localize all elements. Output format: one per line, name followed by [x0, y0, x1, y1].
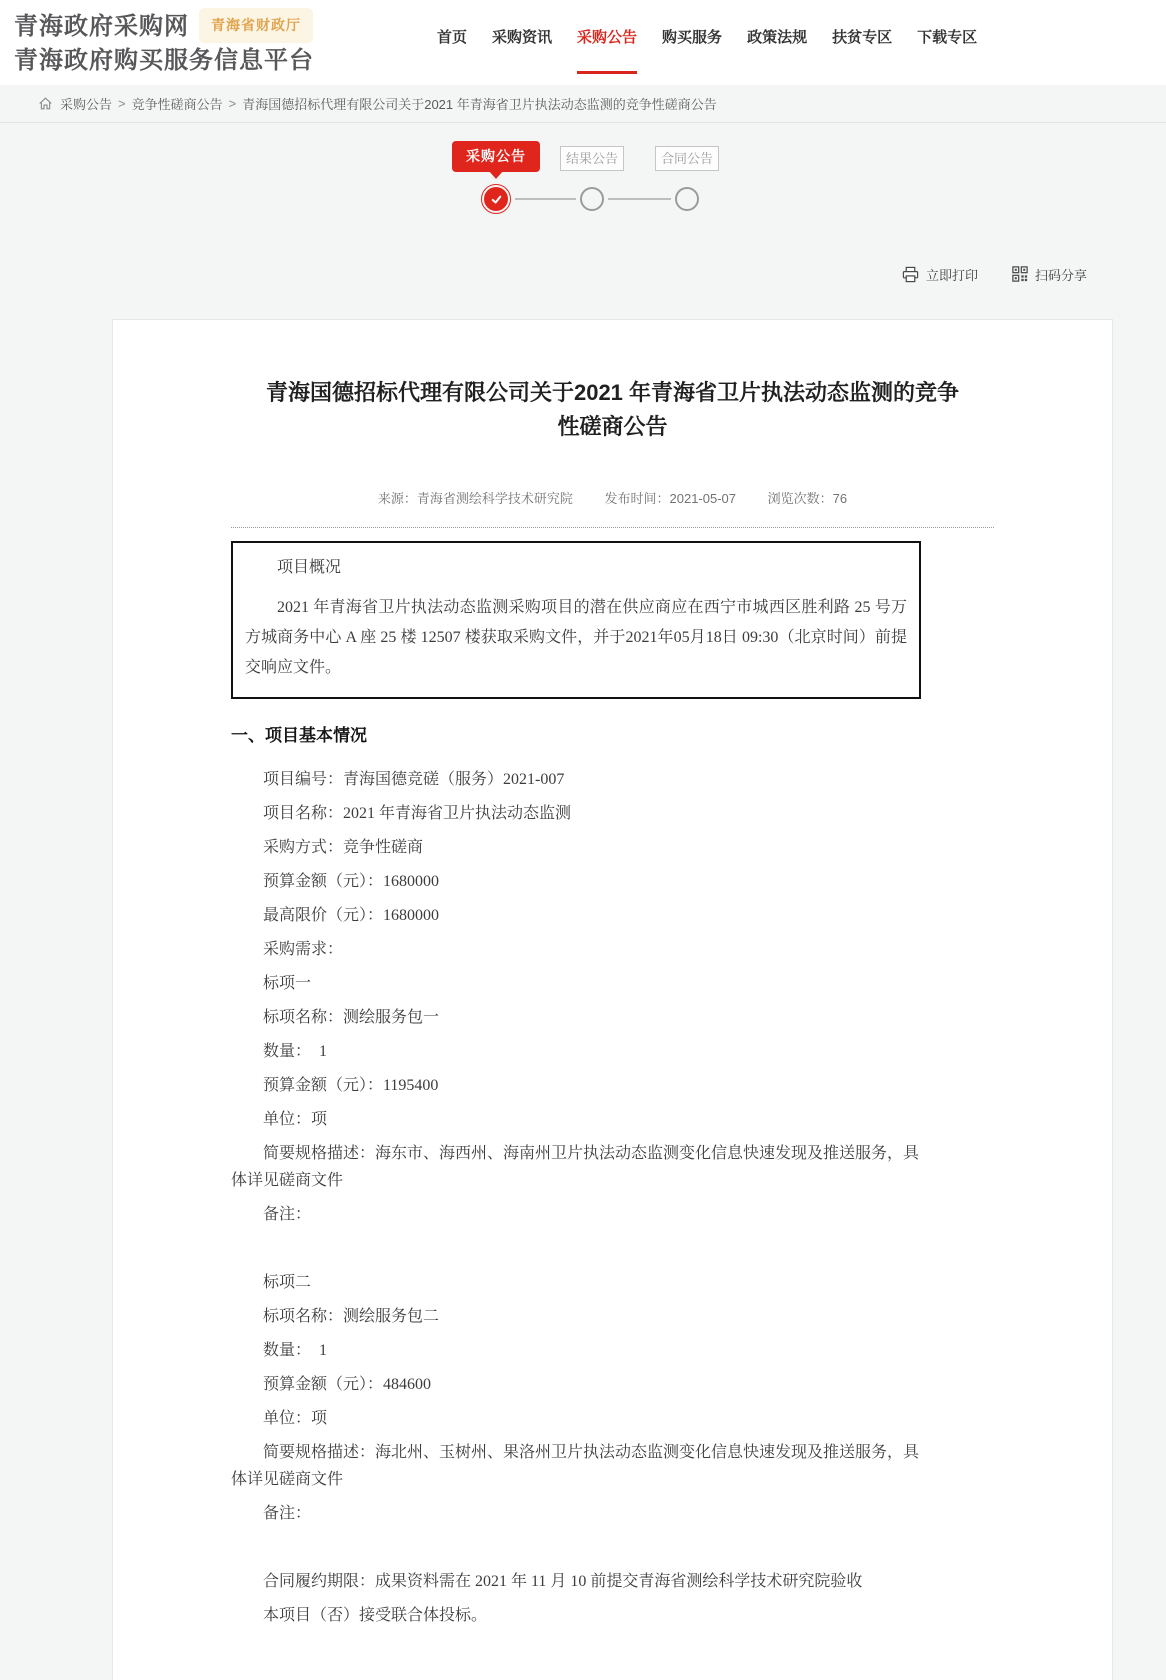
breadcrumb-separator: > — [228, 96, 237, 111]
doc-paragraph: 标项一 — [263, 975, 312, 992]
project-overview-box — [231, 541, 921, 699]
doc-paragraph: 数量： 1 — [263, 1043, 328, 1060]
doc-paragraph: 项目编号：青海国德竞磋（服务）2021-007 — [263, 771, 565, 788]
article-title: 青海国德招标代理有限公司关于2021 年青海省卫片执法动态监测的竞争性磋商公告 — [265, 380, 960, 439]
nav-item-downloads[interactable]: 下载专区 — [917, 29, 978, 46]
doc-paragraph — [231, 1235, 921, 1262]
doc-paragraph: 项目名称：2021 年青海省卫片执法动态监测 — [263, 805, 572, 822]
breadcrumb — [0, 85, 1166, 123]
doc-paragraph: 单位：项 — [263, 1111, 328, 1128]
doc-paragraph: 简要规格描述：海东市、海西州、海南州卫片执法动态监测变化信息快速发现及推送服务，具体详见磋商文件 — [231, 1145, 920, 1189]
meta-divider — [231, 527, 994, 528]
overview-heading: 项目概况 — [277, 559, 342, 576]
doc-paragraph: 备注： — [263, 1206, 312, 1223]
doc-paragraph: 简要规格描述：海北州、玉树州、果洛州卫片执法动态监测变化信息快速发现及推送服务，具体详见磋商文件 — [231, 1444, 920, 1488]
doc-paragraph — [231, 1534, 921, 1561]
breadcrumb-item-current: 青海国德招标代理有限公司关于2021 年青海省卫片执法动态监测的竞争性磋商公告 — [242, 97, 717, 112]
nav-item-purchase-services[interactable]: 购买服务 — [662, 29, 723, 46]
document-body — [231, 766, 921, 1629]
doc-paragraph: 预算金额（元）：1195400 — [263, 1077, 439, 1094]
print-label: 立即打印 — [925, 267, 978, 283]
meta-publish-time: 发布时间：2021-05-07 — [604, 491, 737, 506]
meta-views: 浏览次数：76 — [767, 491, 848, 506]
doc-paragraph: 采购需求： — [263, 941, 344, 958]
home-icon[interactable] — [38, 96, 53, 111]
breadcrumb-item-consultation[interactable]: 竞争性磋商公告 — [131, 97, 223, 112]
page-body — [0, 123, 1166, 1680]
step-circle-procurement — [481, 184, 511, 214]
finance-dept-badge: 青海省财政厅 — [199, 8, 313, 43]
breadcrumb-separator: > — [118, 96, 126, 111]
step-tab-procurement-announcement[interactable]: 采购公告 — [452, 141, 540, 172]
nav-item-home[interactable]: 首页 — [437, 29, 468, 46]
section-heading-basic-info: 一、项目基本情况 — [231, 726, 367, 745]
article-actions — [0, 265, 1166, 283]
doc-paragraph: 标项名称：测绘服务包一 — [263, 1009, 440, 1026]
printer-icon — [902, 266, 919, 283]
nav-item-procurement-news[interactable]: 采购资讯 — [492, 29, 553, 46]
doc-paragraph: 单位：项 — [263, 1410, 328, 1427]
doc-paragraph: 数量： 1 — [263, 1342, 328, 1359]
site-logo — [14, 8, 314, 76]
doc-paragraph: 标项二 — [263, 1274, 312, 1291]
doc-paragraph: 采购方式：竞争性磋商 — [263, 839, 424, 856]
logo-line1: 青海政府采购网 — [14, 13, 189, 40]
main-nav — [437, 26, 977, 74]
step-circle-contract — [675, 187, 699, 211]
doc-paragraph: 最高限价（元）：1680000 — [263, 907, 440, 924]
overview-body: 2021 年青海省卫片执法动态监测采购项目的潜在供应商应在西宁市城西区胜利路 25 号万方城商务中心 A 座 25 楼 12507 楼获取采购文件，并于2021年05月18日 09:30（北京时间）前提交响应文件。 — [245, 599, 907, 676]
step-tab-result-announcement[interactable]: 结果公告 — [560, 146, 624, 171]
meta-source: 来源：青海省测绘科学技术研究院 — [377, 491, 573, 506]
step-tab-contract-announcement[interactable]: 合同公告 — [655, 146, 719, 171]
doc-paragraph: 预算金额（元）：1680000 — [263, 873, 440, 890]
step-connector — [515, 198, 576, 200]
step-circle-result — [580, 187, 604, 211]
qr-code-icon — [1012, 266, 1028, 282]
doc-paragraph: 备注： — [263, 1505, 312, 1522]
share-label: 扫码分享 — [1034, 267, 1087, 283]
nav-item-procurement-announcements[interactable]: 采购公告 — [577, 26, 637, 74]
print-button[interactable] — [902, 265, 978, 284]
article-card — [112, 319, 1113, 1680]
breadcrumb-item-announcements[interactable]: 采购公告 — [60, 97, 113, 112]
doc-paragraph: 合同履约期限：成果资料需在 2021 年 11 月 10 前提交青海省测绘科学技术研究院验收 — [263, 1573, 863, 1590]
check-icon — [484, 187, 508, 211]
announcement-step-indicator — [448, 141, 718, 219]
site-header — [0, 0, 1166, 85]
logo-line2: 青海政府购买服务信息平台 — [14, 47, 314, 74]
doc-paragraph: 预算金额（元）：484600 — [263, 1376, 432, 1393]
doc-paragraph: 标项名称：测绘服务包二 — [263, 1308, 440, 1325]
article-meta — [231, 488, 994, 507]
nav-item-policies[interactable]: 政策法规 — [747, 29, 808, 46]
share-button[interactable] — [1012, 265, 1087, 284]
step-connector — [608, 198, 671, 200]
doc-paragraph: 本项目（否）接受联合体投标。 — [263, 1607, 488, 1624]
nav-item-poverty-alleviation[interactable]: 扶贫专区 — [832, 29, 893, 46]
